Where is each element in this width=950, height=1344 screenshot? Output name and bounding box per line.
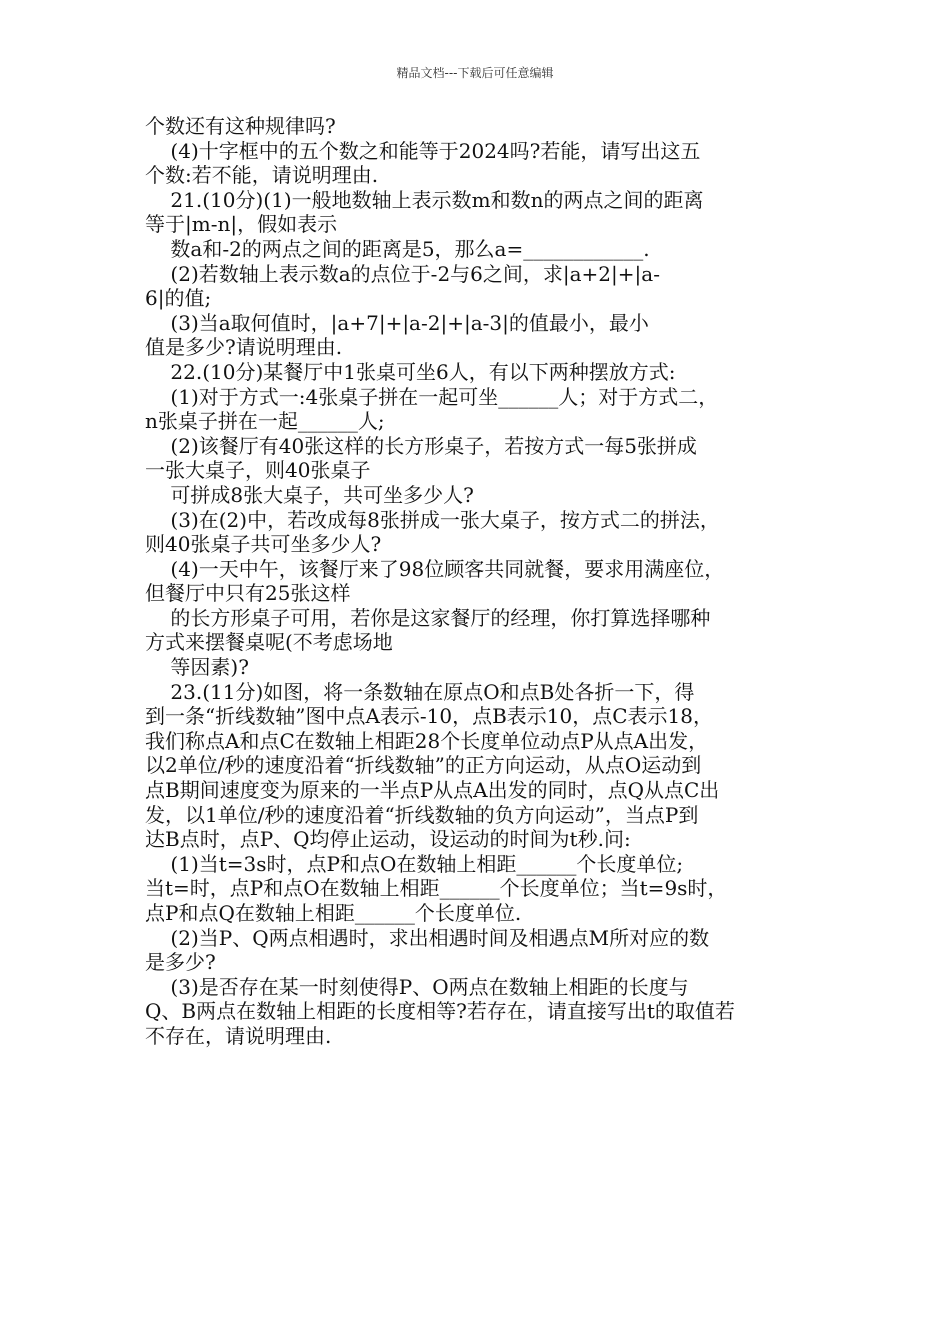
text-line: 方式来摆餐桌呢(不考虑场地 — [145, 630, 393, 655]
text-line: 等于|m-n|，假如表示 — [145, 212, 338, 237]
text-line: (2)当P、Q两点相遇时，求出相遇时间及相遇点M所对应的数 — [145, 925, 710, 950]
text-line: 的长方形桌子可用，若你是这家餐厅的经理，你打算选择哪种 — [145, 605, 711, 630]
text-line: 值是多少?请说明理由. — [145, 335, 343, 360]
text-line: 到一条“折线数轴”图中点A表示-10，点B表示10，点C表示18， — [145, 704, 713, 729]
text-line: (1)当t=3s时，点P和点O在数轴上相距______个长度单位; — [145, 851, 684, 876]
text-line: Q、B两点在数轴上相距的长度相等?若存在，请直接写出t的取值若 — [145, 999, 735, 1024]
text-line: 则40张桌子共可坐多少人? — [145, 532, 382, 557]
text-line: 6|的值; — [145, 286, 212, 311]
text-line: 点B期间速度变为原来的一半点P从点A出发的同时，点Q从点C出 — [145, 778, 720, 803]
text-line: 以2单位/秒的速度沿着“折线数轴”的正方向运动，从点O运动到 — [145, 753, 702, 778]
text-line: 达B点时，点P、Q均停止运动，设运动的时间为t秒.问: — [145, 827, 631, 852]
text-line: 一张大桌子，则40张桌子 — [145, 458, 371, 483]
text-line: 但餐厅中只有25张这样 — [145, 581, 351, 606]
text-line: 是多少? — [145, 950, 216, 975]
text-line: 发，以1单位/秒的速度沿着“折线数轴的负方向运动”，当点P到 — [145, 802, 699, 827]
text-line: 我们称点A和点C在数轴上相距28个长度单位动点P从点A出发， — [145, 728, 709, 753]
text-line: (2)该餐厅有40张这样的长方形桌子，若按方式一每5张拼成 — [145, 433, 697, 458]
text-line: 等因素)? — [145, 655, 249, 680]
text-line: 个数还有这种规律吗? — [145, 114, 336, 138]
text-line: (4)十字框中的五个数之和能等于2024吗?若能，请写出这五 — [145, 138, 701, 163]
page-header: 精品文档---下载后可任意编辑 — [396, 66, 554, 80]
document-body — [145, 114, 810, 1049]
text-line: 21.(10分)(1)一般地数轴上表示数m和数n的两点之间的距离 — [145, 187, 704, 212]
text-line: 可拼成8张大桌子，共可坐多少人? — [145, 482, 474, 507]
text-line: (3)在(2)中，若改成每8张拼成一张大桌子，按方式二的拼法， — [145, 507, 720, 532]
text-line: 不存在，请说明理由. — [145, 1023, 332, 1048]
text-line: 数a和-2的两点之间的距离是5，那么a=____________. — [145, 236, 650, 261]
text-line: (3)当a取何值时，|a+7|+|a-2|+|a-3|的值最小，最小 — [145, 310, 649, 335]
text-line: 点P和点Q在数轴上相距______个长度单位. — [145, 901, 522, 925]
text-line: 23.(11分)如图，将一条数轴在原点O和点B处各折一下，得 — [145, 679, 695, 704]
text-line: n张桌子拼在一起______人; — [145, 409, 385, 434]
text-line: 当t=时，点P和点O在数轴上相距______个长度单位；当t=9s时， — [145, 876, 728, 901]
text-line: (2)若数轴上表示数a的点位于-2与6之间，求|a+2|+|a- — [145, 261, 660, 286]
text-line: 个数:若不能，请说明理由. — [145, 163, 379, 188]
text-line: (4)一天中午，该餐厅来了98位顾客共同就餐，要求用满座位， — [145, 556, 725, 581]
text-line: 22.(10分)某餐厅中1张桌可坐6人，有以下两种摆放方式: — [145, 359, 676, 384]
text-line: (3)是否存在某一时刻使得P、O两点在数轴上相距的长度与 — [145, 974, 689, 999]
text-line: (1)对于方式一:4张桌子拼在一起可坐______人；对于方式二， — [145, 384, 719, 409]
